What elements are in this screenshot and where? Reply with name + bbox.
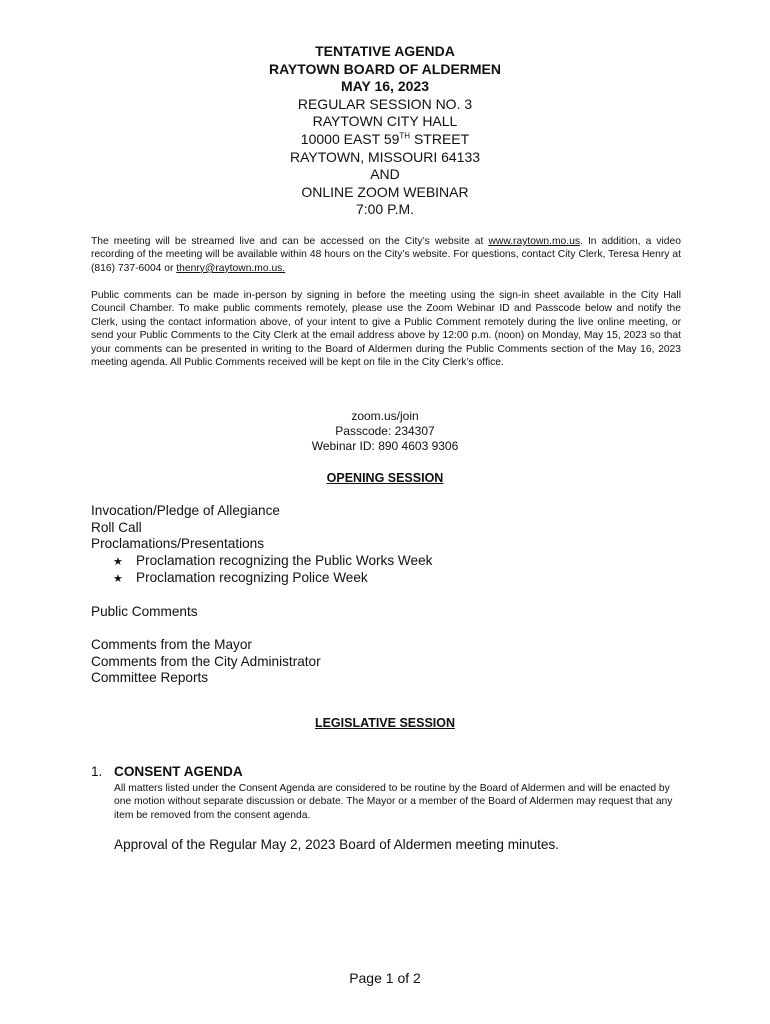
- zoom-url: zoom.us/join: [351, 409, 419, 423]
- zoom-passcode: Passcode: 234307: [335, 424, 435, 438]
- agenda-header: [0, 43, 770, 219]
- star-icon: ★: [113, 555, 123, 568]
- zoom-webinar-id: Webinar ID: 890 4603 9306: [311, 439, 459, 453]
- meeting-date: MAY 16, 2023: [341, 78, 429, 95]
- invocation-item: Invocation/Pledge of Allegiance: [91, 503, 280, 518]
- venue-street-suffix: TH: [399, 131, 411, 141]
- agenda-title: TENTATIVE AGENDA: [315, 43, 455, 59]
- stream-paragraph: [91, 235, 681, 275]
- page-number: Page 1 of 2: [349, 970, 421, 986]
- and-separator: AND: [370, 166, 400, 183]
- proclamation-sub-item: [91, 553, 432, 571]
- proclamations-item: Proclamations/Presentations: [91, 536, 265, 551]
- venue-street-number: 10000 EAST 59: [300, 130, 400, 147]
- committee-reports-item: Committee Reports: [91, 670, 209, 685]
- stream-text-2: . In addition, a video recording of the meeting will be available within 48 hours on the City’s website. For questions, contact City Clerk, Teresa Henry at (816) 737-6004 or: [91, 236, 681, 274]
- opening-session-title: OPENING SESSION: [326, 471, 444, 485]
- consent-agenda-heading: [91, 764, 243, 779]
- opening-session-list: [91, 503, 432, 687]
- venue-city: RAYTOWN, MISSOURI 64133: [289, 148, 481, 165]
- roll-call-item: Roll Call: [91, 519, 142, 535]
- stream-text-1: The meeting will be streamed live and can be accessed on the City’s website at: [91, 236, 489, 247]
- zoom-info: [0, 409, 770, 454]
- mayor-comments-item: Comments from the Mayor: [91, 637, 252, 652]
- consent-agenda-title: CONSENT AGENDA: [114, 764, 243, 779]
- administrator-comments-item: Comments from the City Administrator: [91, 653, 321, 669]
- board-name: RAYTOWN BOARD OF ALDERMEN: [268, 60, 502, 77]
- venue-street-name: STREET: [413, 130, 470, 147]
- venue-street: [0, 131, 770, 149]
- star-icon: ★: [113, 573, 123, 585]
- legislative-session-title: LEGISLATIVE SESSION: [314, 716, 456, 730]
- venue-name: RAYTOWN CITY HALL: [312, 113, 458, 130]
- proclamation-text: Proclamation recognizing Police Week: [136, 570, 368, 585]
- meeting-time: 7:00 P.M.: [355, 201, 415, 218]
- email-link[interactable]: thenry@raytown.mo.us.: [176, 262, 286, 274]
- session-number: REGULAR SESSION NO. 3: [297, 95, 473, 112]
- public-comments-item: Public Comments: [91, 604, 198, 619]
- consent-agenda-number: 1.: [91, 764, 103, 779]
- website-link[interactable]: www.raytown.mo.us: [488, 236, 581, 247]
- proclamation-sub-item: [91, 570, 432, 588]
- consent-agenda-item: Approval of the Regular May 2, 2023 Board of Aldermen meeting minutes.: [114, 837, 560, 852]
- consent-agenda-description: All matters listed under the Consent Agenda are considered to be routine by the Board of Aldermen and will be enacted by one motion without separate discussion or debate. The Mayor or a member of the Board of Aldermen may request that any item be removed from the consent agenda.: [114, 783, 673, 821]
- comments-paragraph: Public comments can be made in-person by signing in before the meeting using the sign-in sheet available in the City Hall Council Chamber. To make public comments remotely, please use the Zoom Webinar ID and Passcode below and notify the Clerk, using the contact information above, of your intent to give a Public Comment remotely during the live online meeting, or send your Public Comments to the City Clerk at the email address above by 12:00 p.m. (noon) on Monday, May 15, 2023 so that your comments can be presented in writing to the Board of Aldermen during the Public Comments section of the May 16, 2023 meeting agenda. All Public Comments received will be kept on file in the City Clerk’s office.: [91, 290, 681, 369]
- online-webinar: ONLINE ZOOM WEBINAR: [301, 183, 469, 200]
- proclamation-text: Proclamation recognizing the Public Works Week: [136, 552, 433, 568]
